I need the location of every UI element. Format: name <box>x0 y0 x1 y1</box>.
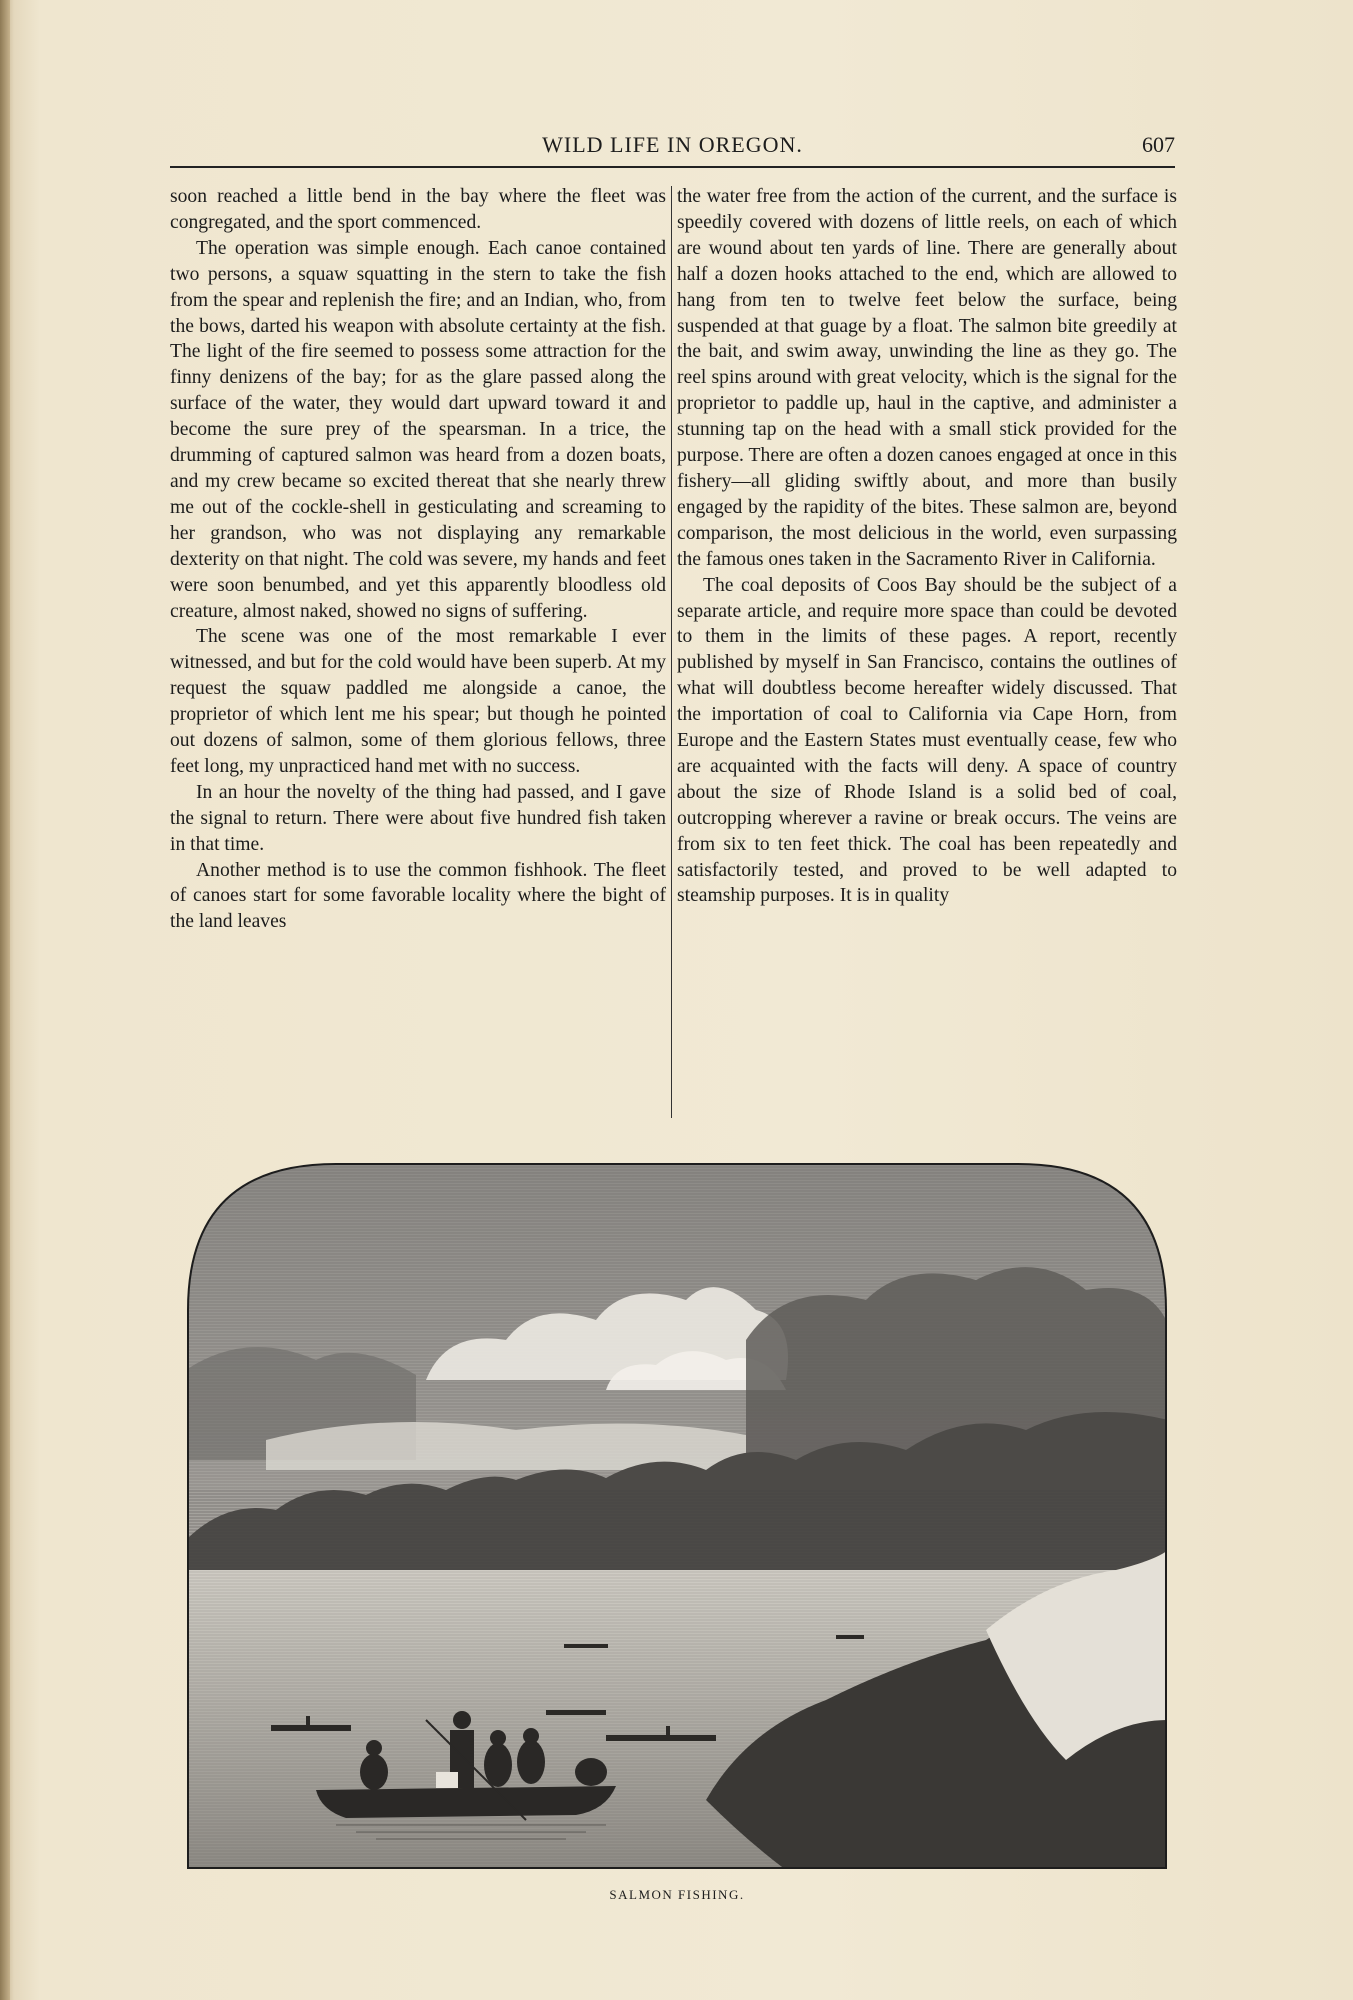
paragraph: soon reached a little bend in the bay where the fleet was congregated, and the sport commenced. <box>170 186 666 233</box>
salmon-fishing-engraving <box>186 1160 1168 1870</box>
page-number: 607 <box>1142 132 1175 157</box>
right-column <box>677 184 1177 909</box>
paragraph: The scene was one of the most remarkable I ever witnessed, and but for the cold would have been superb. At my request the squaw paddled me alongside a canoe, the proprietor of which lent me his spear; but though he pointed out dozens of salmon, some of them glorious fellows, three feet long, my unpracticed hand met with no success. <box>170 626 666 777</box>
running-head: WILD LIFE IN OREGON. <box>542 132 803 157</box>
paragraph: The coal deposits of Coos Bay should be the subject of a separate article, and require more space than could be devoted to them in the limits of these pages. A report, recently published by myself in San Francisco, contains the outlines of what will doubtless become hereafter widely discussed. That the importation of coal to California via Cape Horn, from Europe and the Eastern States must eventually cease, few who are acquainted with the facts will deny. A space of country about the size of Rhode Island is a solid bed of coal, outcropping wherever a ravine or break occurs. The veins are from six to ten feet thick. The coal has been repeatedly and satisfactorily tested, and proved to be well adapted to steamship purposes. It is in quality <box>677 574 1177 907</box>
illustration-caption: SALMON FISHING. <box>609 1887 745 1902</box>
left-column <box>170 184 666 935</box>
paragraph: In an hour the novelty of the thing had passed, and I gave the signal to return. There were about five hundred fish taken in that time. <box>170 781 666 855</box>
paragraph: The operation was simple enough. Each canoe contained two persons, a squaw squatting in the stern to take the fish from the spear and replenish the fire; and an Indian, who, from the bows, darted his weapon with absolute certainty at the fish. The light of the fire seemed to possess some attraction for the finny denizens of the bay; for as the glare passed along the surface of the water, they would dart upward toward it and become the sure prey of the spearsman. In a trice, the drumming of captured salmon was heard from a dozen boats, and my crew became so excited thereat that she nearly threw me out of the cockle-shell in gesticulating and screaming to her grandson, who was not displaying any remarkable dexterity on that night. The cold was severe, my hands and feet were soon benumbed, and yet this apparently bloodless old creature, almost naked, showed no signs of suffering. <box>170 237 666 622</box>
page-header <box>170 132 1175 168</box>
page-spine-edge <box>0 0 10 2000</box>
paragraph: the water free from the action of the current, and the surface is speedily covered with dozens of little reels, on each of which are wound about ten yards of line. There are generally about half a dozen hooks attached to the end, which are allowed to hang from ten to twelve feet below the surface, being suspended at that guage by a float. The salmon bite greedily at the bait, and swim away, unwinding the line as they go. The reel spins around with great velocity, which is the signal for the proprietor to paddle up, haul in the captive, and administer a stunning tap on the head with a small stick provided for the purpose. There are often a dozen canoes engaged at once in this fishery—all gliding swiftly about, and more than busily engaged by the rapidity of the bites. These salmon are, beyond comparison, the most delicious in the world, even surpassing the famous ones taken in the Sacramento River in California. <box>677 186 1177 570</box>
column-divider <box>671 186 672 1118</box>
paragraph: Another method is to use the common fishhook. The fleet of canoes start for some favorable locality where the bight of the land leaves <box>170 859 666 933</box>
